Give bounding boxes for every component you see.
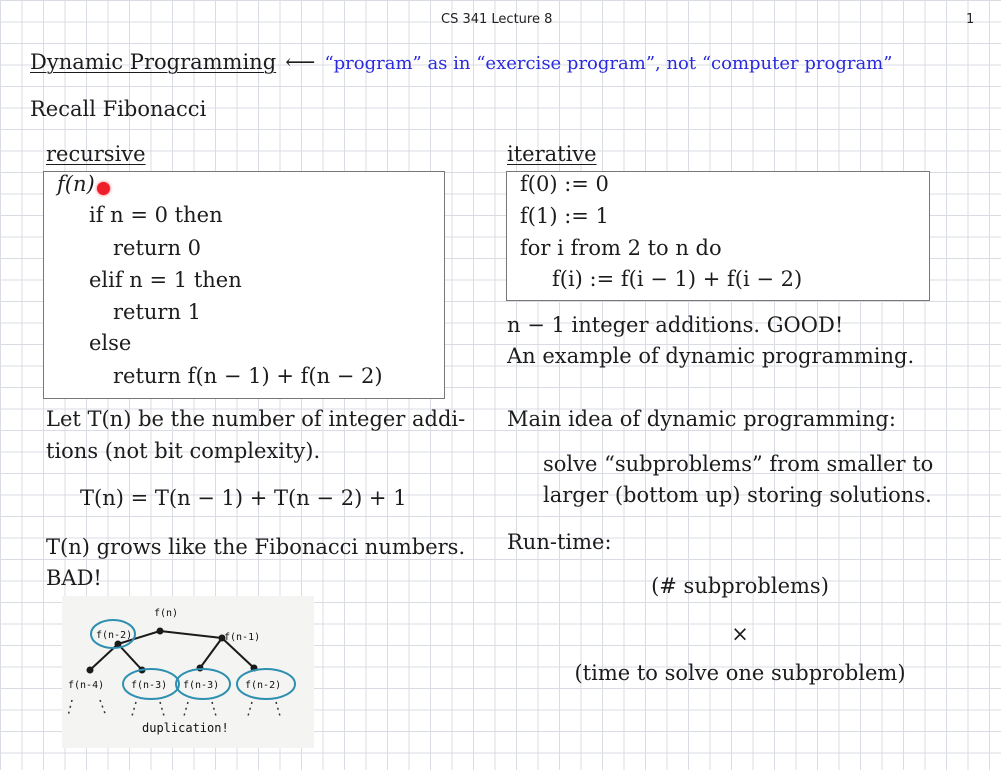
runtime-subproblems: (# subproblems) bbox=[651, 574, 829, 598]
continuation-3 bbox=[132, 702, 136, 716]
continuation-4 bbox=[160, 702, 164, 716]
sketch-label-right: f(n-1) bbox=[224, 632, 261, 643]
continuation-6 bbox=[212, 702, 216, 716]
recursive-line-signature: f(n) bbox=[57, 172, 95, 196]
iterative-line-for: for i from 2 to n do bbox=[520, 236, 722, 260]
sketch-label-leaf2: f(n-3) bbox=[131, 680, 168, 691]
iterative-note-1: n − 1 integer additions. GOOD! bbox=[507, 313, 844, 337]
subtitle: Recall Fibonacci bbox=[30, 97, 207, 121]
page-title: Dynamic Programming bbox=[30, 50, 277, 74]
sketch-label-leaf3: f(n-3) bbox=[183, 680, 220, 691]
node-root bbox=[157, 628, 164, 635]
analysis-line-1: Let T(n) be the number of integer addi- bbox=[46, 407, 466, 431]
iterative-line-f0: f(0) := 0 bbox=[520, 172, 609, 196]
page-number: 1 bbox=[966, 12, 975, 27]
continuation-2 bbox=[100, 700, 106, 716]
continuation-1 bbox=[68, 700, 72, 716]
continuation-8 bbox=[276, 702, 280, 716]
left-arrow-icon: ⟵ bbox=[285, 50, 316, 74]
runtime-time-per-subproblem: (time to solve one subproblem) bbox=[574, 661, 906, 685]
iterative-note-2: An example of dynamic programming. bbox=[507, 344, 915, 368]
recursive-line-else: else bbox=[89, 331, 132, 355]
sketch-label-leaf1: f(n-4) bbox=[68, 680, 105, 691]
recursion-tree-sketch bbox=[62, 596, 314, 748]
continuation-7 bbox=[248, 702, 252, 716]
growth-line-2: BAD! bbox=[46, 566, 102, 590]
main-idea-heading: Main idea of dynamic programming: bbox=[507, 407, 896, 431]
iterative-label: iterative bbox=[507, 142, 597, 166]
iterative-line-update: f(i) := f(i − 1) + f(i − 2) bbox=[552, 267, 803, 291]
recursive-line-return-sum: return f(n − 1) + f(n − 2) bbox=[113, 364, 383, 388]
pointer-dot bbox=[97, 182, 110, 195]
runtime-label: Run-time: bbox=[507, 530, 612, 554]
analysis-line-2: tions (not bit complexity). bbox=[46, 439, 321, 463]
sketch-label-leaf4: f(n-2) bbox=[245, 680, 282, 691]
main-idea-line-2: larger (bottom up) storing solutions. bbox=[543, 483, 932, 507]
continuation-5 bbox=[184, 702, 188, 716]
recursive-label: recursive bbox=[46, 142, 146, 166]
sketch-label-left: f(n-2) bbox=[96, 630, 133, 641]
lecture-header: CS 341 Lecture 8 bbox=[441, 12, 553, 27]
recursive-line-return0: return 0 bbox=[113, 236, 202, 260]
edge-root-right bbox=[160, 631, 222, 638]
growth-line-1: T(n) grows like the Fibonacci numbers. bbox=[46, 535, 466, 559]
recurrence: T(n) = T(n − 1) + T(n − 2) + 1 bbox=[80, 486, 407, 510]
sketch-label-root: f(n) bbox=[154, 608, 179, 619]
recursive-line-return1: return 1 bbox=[113, 300, 202, 324]
title-note: “program” as in “exercise program”, not “computer program” bbox=[324, 53, 893, 74]
recursion-tree-svg bbox=[62, 596, 314, 748]
runtime-times: × bbox=[731, 622, 749, 646]
iterative-line-f1: f(1) := 1 bbox=[520, 204, 609, 228]
main-idea-line-1: solve “subproblems” from smaller to bbox=[543, 452, 934, 476]
title-line bbox=[30, 50, 892, 74]
edge-right-leaf3 bbox=[200, 638, 222, 668]
recursive-line-elif: elif n = 1 then bbox=[89, 268, 242, 292]
node-leaf3 bbox=[197, 665, 204, 672]
sketch-caption: duplication! bbox=[142, 721, 229, 735]
node-leaf1 bbox=[87, 667, 94, 674]
recursive-line-if: if n = 0 then bbox=[89, 203, 223, 227]
